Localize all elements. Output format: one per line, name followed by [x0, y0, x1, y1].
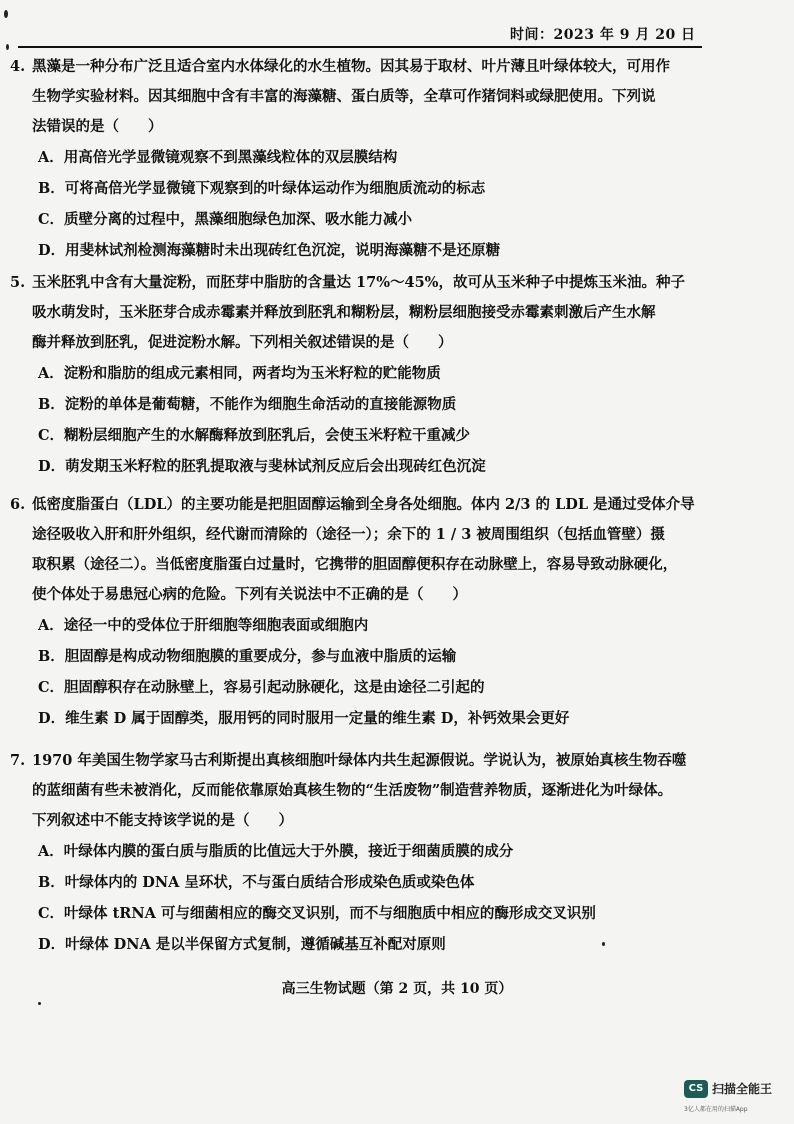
option-b: B．叶绿体内的 DNA 呈环状，不与蛋白质结合形成染色质或染色体	[38, 874, 475, 891]
question-stem-line: 生物学实验材料。因其细胞中含有丰富的海藻糖、蛋白质等，全草可作猪饲料或绿肥使用。下列说	[32, 88, 656, 105]
watermark-title: 扫描全能王	[712, 1082, 773, 1096]
option-b: B．胆固醇是构成动物细胞膜的重要成分，参与血液中脂质的运输	[38, 648, 457, 665]
option-a: A．途径一中的受体位于肝细胞等细胞表面或细胞内	[38, 617, 369, 634]
scan-speck	[602, 942, 605, 946]
question-stem-line: 玉米胚乳中含有大量淀粉，而胚芽中脂肪的含量达 17%～45%，故可从玉米种子中提炼玉米油。种子	[32, 274, 685, 291]
scan-speck	[6, 44, 9, 50]
question-stem-line: 酶并释放到胚乳，促进淀粉水解。下列相关叙述错误的是（ ）	[32, 334, 453, 351]
exam-date: 时间：2023 年 9 月 20 日	[510, 27, 696, 43]
option-a: A．淀粉和脂肪的组成元素相同，两者均为玉米籽粒的贮能物质	[38, 365, 441, 382]
scan-speck	[4, 10, 8, 18]
option-c: C．质壁分离的过程中，黑藻细胞绿色加深、吸水能力减小	[38, 211, 413, 228]
question-stem-line: 途径吸收入肝和肝外组织，经代谢而清除的（途径一）；余下的 1 / 3 被周围组织（包括血管壁）摄	[32, 526, 665, 543]
question-stem-line: 低密度脂蛋白（LDL）的主要功能是把胆固醇运输到全身各处细胞。体内 2/3 的 LDL 是通过受体介导	[32, 496, 695, 513]
scanner-watermark	[684, 1080, 792, 1120]
question-stem-line: 的蓝细菌有些未被消化，反而能依靠原始真核生物的“生活废物”制造营养物质，逐渐进化为叶绿体。	[32, 782, 673, 799]
question-7	[10, 746, 710, 960]
option-c: C．糊粉层细胞产生的水解酶释放到胚乳后，会使玉米籽粒干重减少	[38, 427, 471, 444]
question-stem-line: 1970 年美国生物学家马古利斯提出真核细胞叶绿体内共生起源假说。学说认为，被原始真核生物吞噬	[32, 752, 687, 769]
page-footer: 高三生物试题（第 2 页，共 10 页）	[281, 981, 513, 997]
option-d: D．萌发期玉米籽粒的胚乳提取液与斐林试剂反应后会出现砖红色沉淀	[38, 458, 486, 475]
options	[10, 610, 710, 734]
option-a: A．叶绿体内膜的蛋白质与脂质的比值远大于外膜，接近于细菌质膜的成分	[38, 843, 514, 860]
option-c: C．胆固醇积存在动脉壁上，容易引起动脉硬化，这是由途径二引起的	[38, 679, 485, 696]
watermark-subtitle: 3亿人都在用的扫描App	[684, 1106, 748, 1113]
question-stem-line: 取积累（途径二）。当低密度脂蛋白过量时，它携带的胆固醇便积存在动脉壁上，容易导致动脉硬化，	[32, 556, 678, 573]
question-stem-line: 法错误的是（ ）	[32, 118, 163, 135]
question-stem-line: 吸水萌发时，玉米胚芽合成赤霉素并释放到胚乳和糊粉层，糊粉层细胞接受赤霉素刺激后产生水解	[32, 304, 656, 321]
question-stem-line: 使个体处于易患冠心病的危险。下列有关说法中不正确的是（ ）	[32, 586, 467, 603]
option-d: D．维生素 D 属于固醇类，服用钙的同时服用一定量的维生素 D，补钙效果会更好	[38, 710, 570, 727]
option-d: D．叶绿体 DNA 是以半保留方式复制，遵循碱基互补配对原则	[38, 936, 446, 953]
header-rule	[18, 46, 702, 48]
question-number: 7.	[10, 752, 26, 769]
question-number: 6.	[10, 496, 26, 513]
camscanner-logo-icon: CS	[684, 1080, 708, 1098]
question-number: 4.	[10, 58, 26, 75]
options	[10, 358, 710, 482]
option-d: D．用斐林试剂检测海藻糖时未出现砖红色沉淀，说明海藻糖不是还原糖	[38, 242, 501, 259]
option-b: B．可将高倍光学显微镜下观察到的叶绿体运动作为细胞质流动的标志	[38, 180, 486, 197]
question-4	[10, 52, 710, 266]
question-number: 5.	[10, 274, 26, 291]
question-stem-line: 下列叙述中不能支持该学说的是（ ）	[32, 812, 293, 829]
question-5	[10, 268, 710, 482]
question-6	[10, 490, 710, 734]
scan-speck	[38, 1002, 41, 1005]
option-c: C．叶绿体 tRNA 可与细菌相应的酶交叉识别，而不与细胞质中相应的酶形成交叉识别	[38, 905, 596, 922]
option-b: B．淀粉的单体是葡萄糖，不能作为细胞生命活动的直接能源物质	[38, 396, 457, 413]
options	[10, 836, 710, 960]
option-a: A．用高倍光学显微镜观察不到黑藻线粒体的双层膜结构	[38, 149, 398, 166]
options	[10, 142, 710, 266]
question-stem-line: 黑藻是一种分布广泛且适合室内水体绿化的水生植物。因其易于取材、叶片薄且叶绿体较大，可用作	[32, 58, 670, 75]
